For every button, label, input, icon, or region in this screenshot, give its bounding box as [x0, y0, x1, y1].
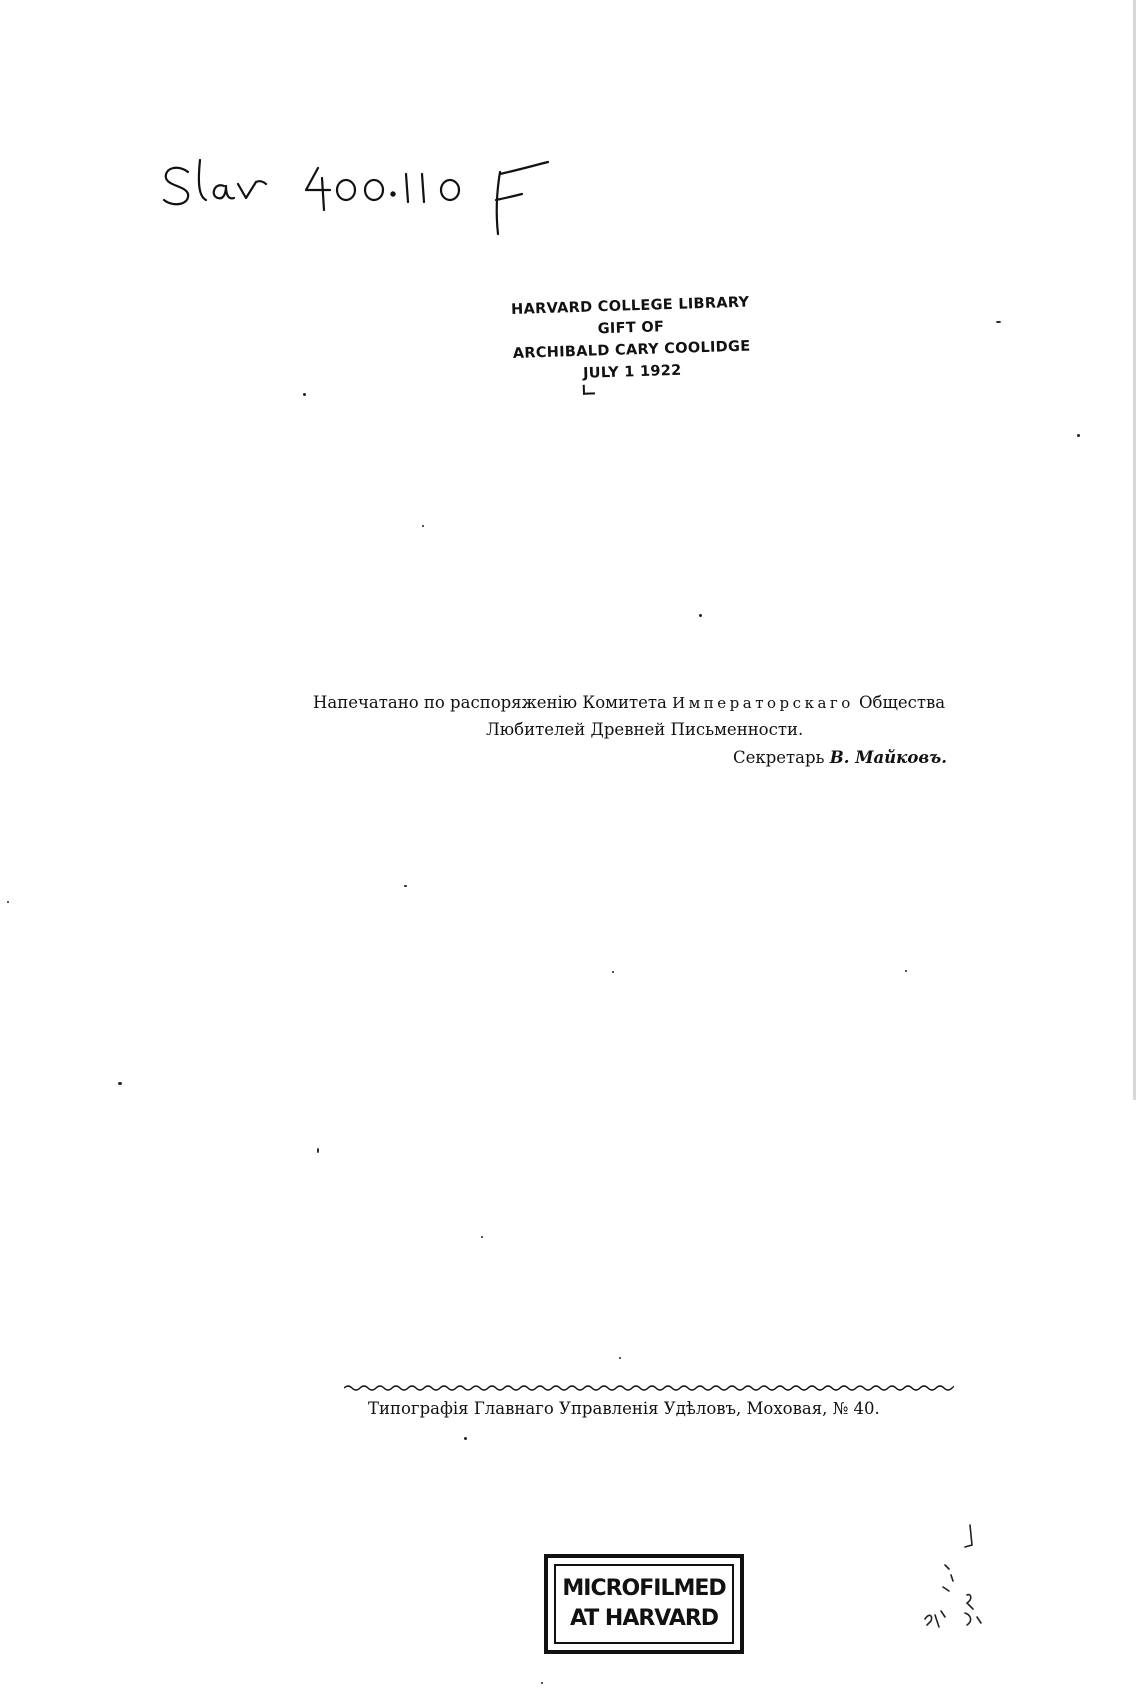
stamp-check-mark	[583, 384, 595, 394]
imprint-text-end: Общества	[853, 693, 946, 712]
microfilm-stamp	[544, 1554, 744, 1654]
scan-edge-line	[1133, 0, 1136, 1100]
scan-speck	[619, 1357, 621, 1359]
scan-speck	[7, 901, 9, 903]
scan-speck	[541, 1682, 543, 1684]
microfilm-stamp-inner	[554, 1564, 734, 1644]
imprint-line-3	[733, 748, 947, 767]
scan-speck	[481, 1236, 483, 1238]
microfilm-line-2: AT HARVARD	[569, 1606, 719, 1631]
printer-line: Типографія Главнаго Управленія Удѣловъ, Моховая, № 40.	[368, 1399, 880, 1418]
scan-speck	[464, 1437, 467, 1440]
secretary-name: В. Майковъ.	[829, 748, 947, 767]
scan-speck	[317, 1148, 319, 1153]
stamp-line-library: HARVARD COLLEGE LIBRARY	[510, 294, 750, 319]
imprint-text-start: Напечатано по распоряженію Комитета	[313, 693, 673, 712]
stamp-line-date: JULY 1 1922	[582, 362, 682, 382]
secretary-label: Секретарь	[733, 748, 830, 767]
scan-speck	[422, 525, 424, 527]
library-gift-stamp	[480, 291, 783, 398]
pencil-marginal-notes	[915, 1515, 995, 1635]
scan-speck	[612, 971, 614, 973]
imprint-spaced-word: Императорскаго	[672, 694, 854, 712]
stamp-line-gift: GIFT OF	[597, 319, 665, 338]
scan-speck	[699, 614, 702, 617]
scan-speck	[404, 885, 407, 887]
handwritten-call-number	[160, 150, 620, 240]
stamp-line-donor: ARCHIBALD CARY COOLIDGE	[512, 338, 751, 362]
microfilm-line-1: MICROFILMED	[562, 1576, 726, 1601]
imprint-line-2: Любителей Древней Письменности.	[486, 720, 804, 739]
scan-speck	[996, 321, 1001, 323]
scan-speck	[118, 1082, 122, 1085]
decorative-wavy-rule	[344, 1383, 954, 1393]
scan-speck	[905, 970, 907, 972]
scan-speck	[1077, 434, 1080, 437]
imprint-line-1	[313, 693, 945, 712]
scan-speck	[303, 393, 306, 396]
